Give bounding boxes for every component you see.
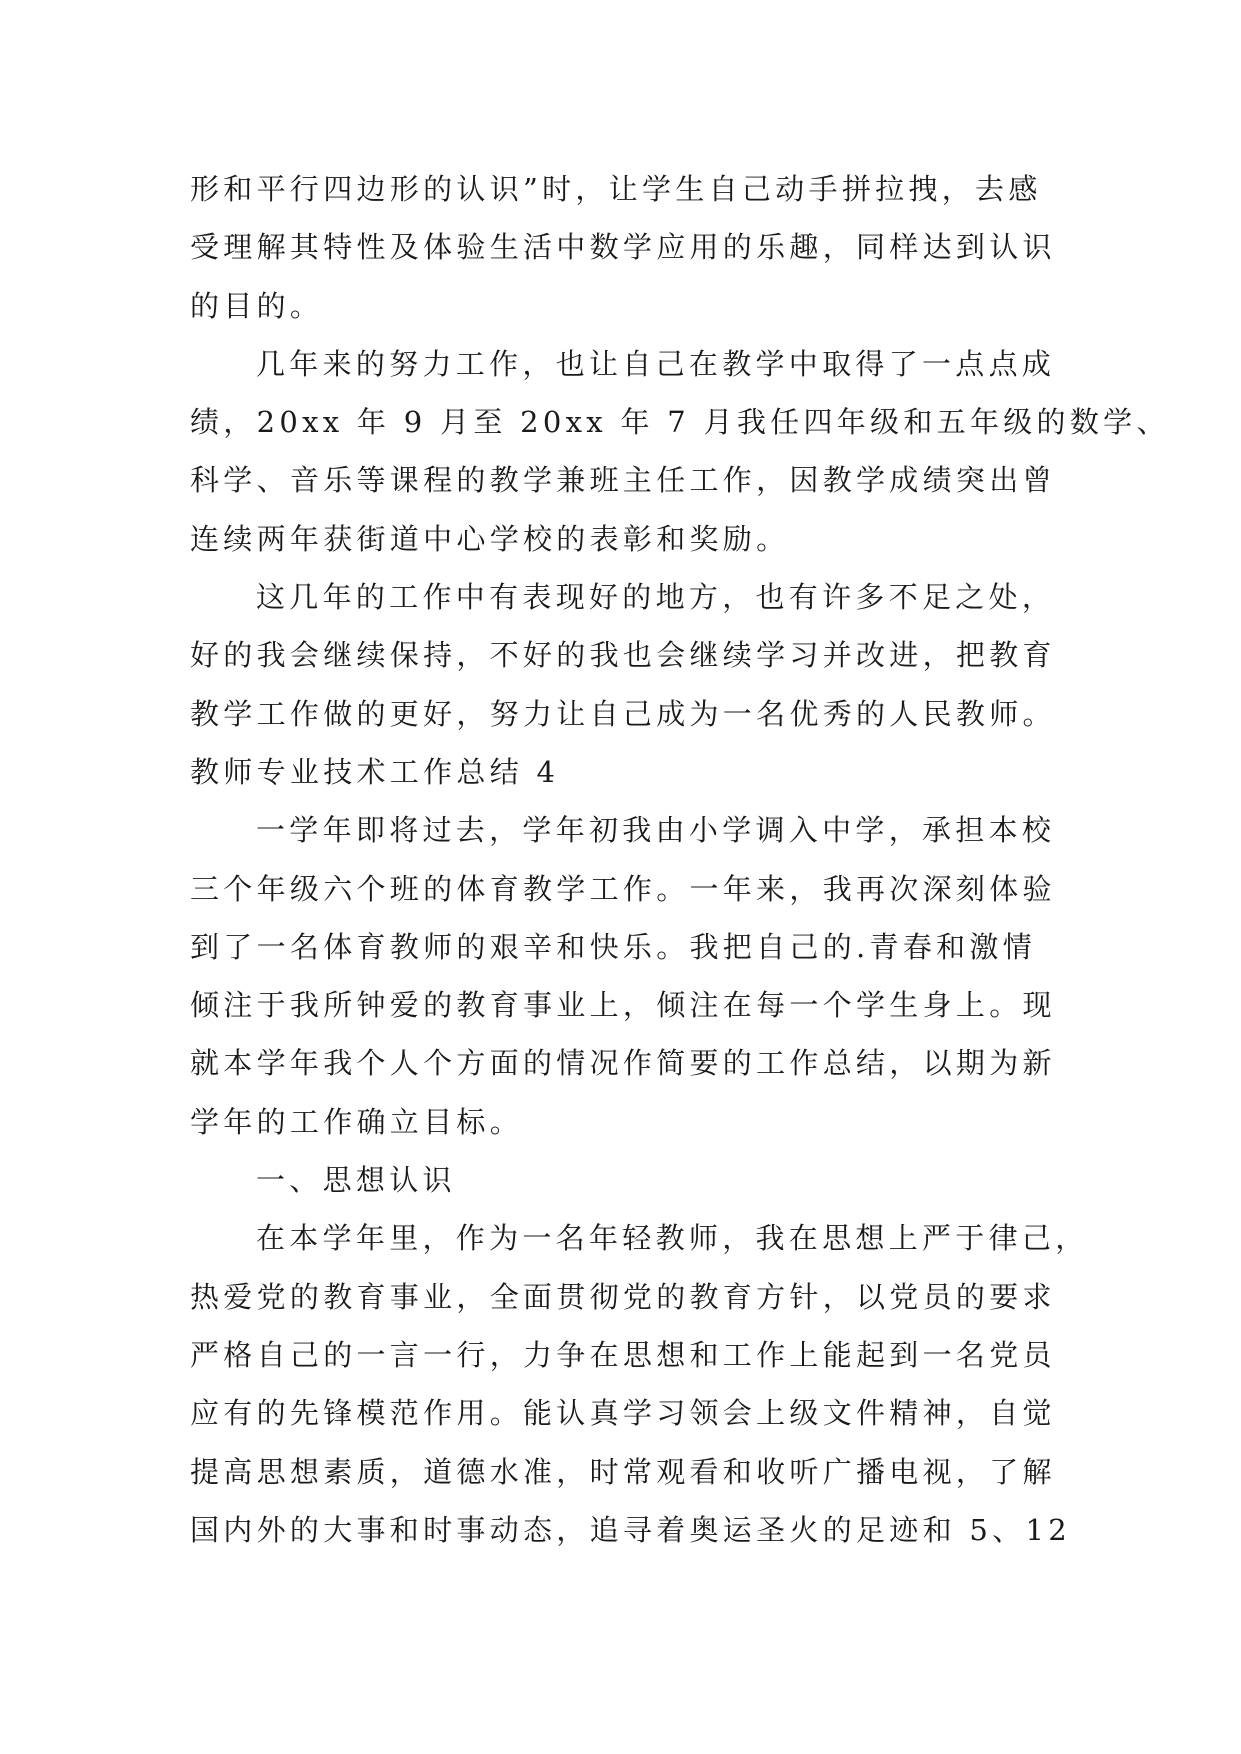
text-line: 到了一名体育教师的艰辛和快乐。我把自己的.青春和激情 — [190, 929, 1037, 964]
text-line: 就本学年我个人个方面的情况作简要的工作总结，以期为新 — [190, 1046, 1056, 1081]
paragraph-start-line: 几年来的努力工作，也让自己在教学中取得了一点点成 — [256, 346, 1056, 381]
text-line: 绩，20xx 年 9 月至 20xx 年 7 月我任四年级和五年级的数学、 — [190, 405, 1170, 440]
text-line: 形和平行四边形的认识”时，让学生自己动手拼拉拽，去感 — [190, 172, 1042, 206]
text-line: 国内外的大事和时事动态，追寻着奥运圣火的足迹和 5、12 — [190, 1512, 1071, 1547]
text-line: 学年的工作确立目标。 — [190, 1104, 524, 1139]
text-line: 连续两年获街道中心学校的表彰和奖励。 — [190, 521, 790, 556]
text-line: 教学工作做的更好，努力让自己成为一名优秀的人民教师。 — [190, 696, 1056, 731]
document-body — [190, 160, 1170, 1559]
text-line: 的目的。 — [190, 288, 324, 323]
text-line: 倾注于我所钟爱的教育事业上，倾注在每一个学生身上。现 — [190, 988, 1056, 1023]
paragraph-start-line: 在本学年里，作为一名年轻教师，我在思想上严于律己， — [256, 1221, 1089, 1256]
section-title: 教师专业技术工作总结 4 — [190, 754, 560, 789]
text-line: 科学、音乐等课程的教学兼班主任工作，因教学成绩突出曾 — [190, 463, 1056, 498]
paragraph-start-line: 这几年的工作中有表现好的地方，也有许多不足之处， — [256, 580, 1056, 615]
paragraph-start-line: 一学年即将过去，学年初我由小学调入中学，承担本校 — [256, 813, 1056, 848]
text-line: 受理解其特性及体验生活中数学应用的乐趣，同样达到认识 — [190, 230, 1056, 265]
subsection-heading: 一、思想认识 — [256, 1163, 456, 1198]
text-line: 严格自己的一言一行，力争在思想和工作上能起到一名党员 — [190, 1337, 1056, 1372]
text-line: 热爱党的教育事业，全面贯彻党的教育方针，以党员的要求 — [190, 1279, 1056, 1314]
text-line: 应有的先锋模范作用。能认真学习领会上级文件精神，自觉 — [190, 1396, 1056, 1431]
text-line: 提高思想素质，道德水准，时常观看和收听广播电视，了解 — [190, 1454, 1056, 1489]
text-line: 好的我会继续保持，不好的我也会继续学习并改进，把教育 — [190, 638, 1056, 673]
text-line: 三个年级六个班的体育教学工作。一年来，我再次深刻体验 — [190, 871, 1056, 906]
